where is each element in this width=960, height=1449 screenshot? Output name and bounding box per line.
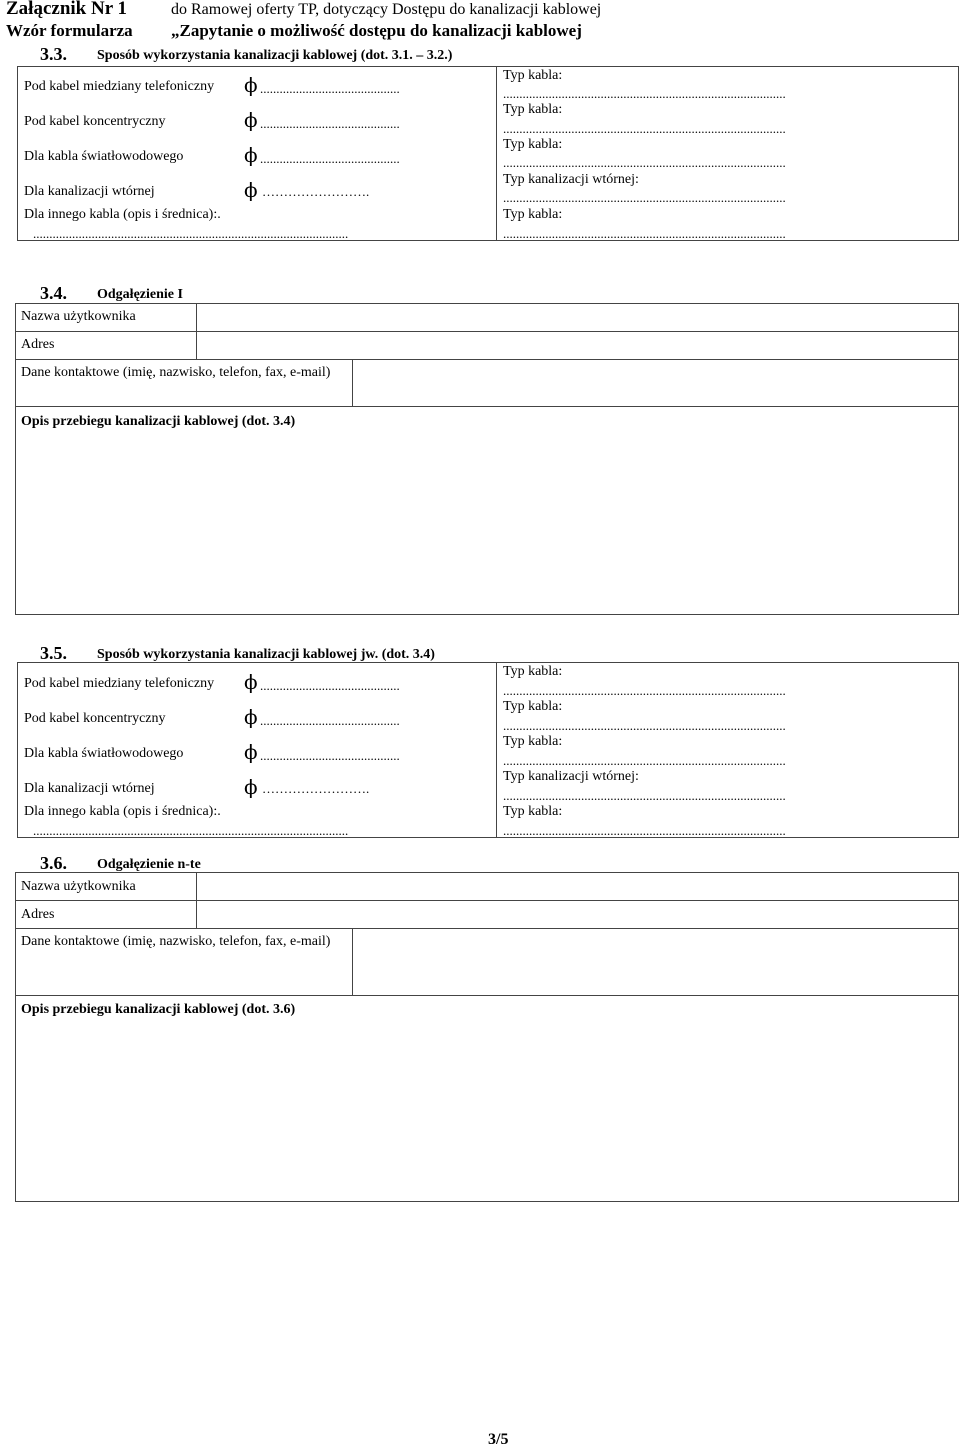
diameter-icon: ϕ — [244, 775, 258, 799]
cable-type-field-coaxial[interactable]: ....................................................................................... — [503, 718, 786, 733]
secondary-duct-type-field[interactable]: ....................................................................................... — [503, 190, 786, 205]
row-divider — [15, 995, 959, 996]
column-divider — [496, 662, 497, 838]
section-title-3-5: Sposób wykorzystania kanalizacji kablowej jw. (dot. 3.4) — [97, 647, 435, 662]
row-divider — [15, 331, 959, 332]
section-title-3-6: Odgałęzienie n-te — [97, 857, 201, 872]
cable-type-field-fiber[interactable]: ....................................................................................... — [503, 155, 786, 170]
section-number-3-6: 3.6. — [40, 853, 67, 873]
row-label-copper: Pod kabel miedziany telefoniczny — [24, 79, 215, 94]
address-field[interactable] — [198, 333, 956, 357]
address-label: Adres — [21, 337, 55, 352]
secondary-duct-type-field[interactable]: ....................................................................................... — [503, 788, 786, 803]
diameter-field-coaxial[interactable]: ........................................... — [260, 713, 400, 728]
row-label-coaxial: Pod kabel koncentryczny — [24, 114, 166, 129]
section-number-3-3: 3.3. — [40, 44, 67, 64]
cable-type-label: Typ kabla: — [503, 102, 563, 117]
cable-type-field-fiber[interactable]: ....................................................................................... — [503, 753, 786, 768]
row-label-coaxial: Pod kabel koncentryczny — [24, 711, 166, 726]
cable-type-label: Typ kabla: — [503, 664, 563, 679]
row-divider — [15, 406, 959, 407]
address-field[interactable] — [198, 902, 956, 926]
section-title-3-4: Odgałęzienie I — [97, 287, 183, 302]
contact-field[interactable] — [354, 361, 956, 404]
diameter-icon: ϕ — [244, 705, 258, 729]
cable-type-field-other[interactable]: ....................................................................................... — [503, 823, 786, 838]
row-label-fiber: Dla kabla światłowodowego — [24, 149, 184, 164]
contact-label: Dane kontaktowe (imię, nazwisko, telefon, fax, e-mail) — [21, 365, 331, 380]
row-divider — [15, 359, 959, 360]
row-label-fiber: Dla kabla światłowodowego — [24, 746, 184, 761]
diameter-field-copper[interactable]: ........................................... — [260, 678, 400, 693]
diameter-field-secondary-duct[interactable]: ……………………. — [262, 184, 370, 199]
cable-type-label: Typ kabla: — [503, 734, 563, 749]
secondary-duct-type-label: Typ kanalizacji wtórnej: — [503, 769, 639, 784]
diameter-field-coaxial[interactable]: ........................................... — [260, 116, 400, 131]
page-number: 3/5 — [488, 1431, 509, 1448]
diameter-icon: ϕ — [244, 178, 258, 202]
row-label-other-cable: Dla innego kabla (opis i średnica):. — [24, 207, 221, 222]
section-title-3-3: Sposób wykorzystania kanalizacji kablowej (dot. 3.1. – 3.2.) — [97, 48, 453, 63]
user-name-label: Nazwa użytkownika — [21, 309, 136, 324]
annex-description: do Ramowej oferty TP, dotyczący Dostępu do kanalizacji kablowej — [171, 1, 602, 18]
cable-type-label: Typ kabla: — [503, 68, 563, 83]
diameter-field-fiber[interactable]: ........................................... — [260, 151, 400, 166]
diameter-icon: ϕ — [244, 73, 258, 97]
row-label-copper: Pod kabel miedziany telefoniczny — [24, 676, 215, 691]
column-divider — [352, 928, 353, 995]
user-name-label: Nazwa użytkownika — [21, 879, 136, 894]
cable-type-label: Typ kabla: — [503, 699, 563, 714]
route-description-label: Opis przebiegu kanalizacji kablowej (dot. 3.4) — [21, 414, 296, 429]
contact-label: Dane kontaktowe (imię, nazwisko, telefon, fax, e-mail) — [21, 934, 331, 949]
cable-type-label: Typ kabla: — [503, 804, 563, 819]
form-label: Wzór formularza — [6, 21, 133, 40]
row-label-secondary-duct: Dla kanalizacji wtórnej — [24, 184, 155, 199]
route-description-label: Opis przebiegu kanalizacji kablowej (dot. 3.6) — [21, 1002, 296, 1017]
user-name-field[interactable] — [198, 874, 956, 898]
row-divider — [15, 900, 959, 901]
section-number-3-4: 3.4. — [40, 283, 67, 303]
diameter-field-fiber[interactable]: ........................................... — [260, 748, 400, 763]
address-label: Adres — [21, 907, 55, 922]
other-cable-field[interactable]: ................................................................................................. — [33, 226, 349, 241]
row-label-other-cable: Dla innego kabla (opis i średnica):. — [24, 804, 221, 819]
form-title: „Zapytanie o możliwość dostępu do kanalizacji kablowej — [171, 21, 582, 40]
contact-field[interactable] — [354, 930, 956, 993]
route-description-field[interactable] — [18, 432, 956, 612]
column-divider — [352, 359, 353, 406]
route-description-field[interactable] — [18, 1020, 956, 1200]
column-divider — [496, 66, 497, 241]
cable-type-field-coaxial[interactable]: ....................................................................................... — [503, 121, 786, 136]
cable-type-field-copper[interactable]: ....................................................................................... — [503, 86, 786, 101]
user-name-field[interactable] — [198, 305, 956, 329]
secondary-duct-type-label: Typ kanalizacji wtórnej: — [503, 172, 639, 187]
cable-type-field-other[interactable]: ....................................................................................... — [503, 226, 786, 241]
diameter-icon: ϕ — [244, 108, 258, 132]
cable-type-label: Typ kabla: — [503, 207, 563, 222]
cable-type-label: Typ kabla: — [503, 137, 563, 152]
row-label-secondary-duct: Dla kanalizacji wtórnej — [24, 781, 155, 796]
diameter-icon: ϕ — [244, 143, 258, 167]
cable-type-field-copper[interactable]: ....................................................................................... — [503, 683, 786, 698]
diameter-icon: ϕ — [244, 670, 258, 694]
section-number-3-5: 3.5. — [40, 643, 67, 663]
other-cable-field[interactable]: ................................................................................................. — [33, 823, 349, 838]
row-divider — [15, 928, 959, 929]
diameter-field-secondary-duct[interactable]: ……………………. — [262, 781, 370, 796]
diameter-field-copper[interactable]: ........................................... — [260, 81, 400, 96]
diameter-icon: ϕ — [244, 740, 258, 764]
annex-title: Załącznik Nr 1 — [6, 0, 128, 19]
